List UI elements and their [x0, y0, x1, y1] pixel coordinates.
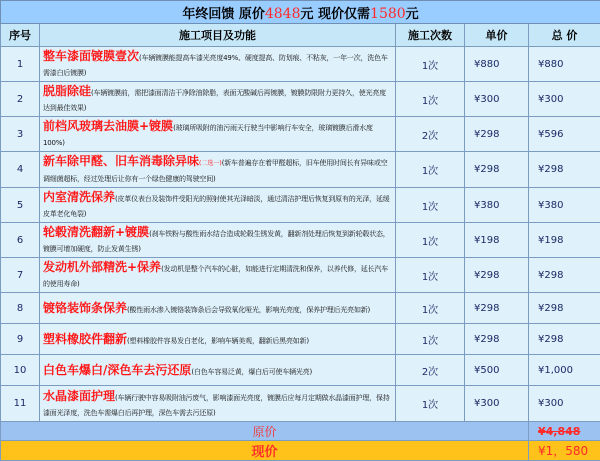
table-row: [1, 152, 600, 188]
row-count: 1次: [396, 223, 465, 258]
row-unit-price: ¥298: [465, 152, 529, 188]
item-name: 前档风玻璃去油膜+镀膜: [43, 119, 173, 133]
row-unit-price: ¥500: [465, 355, 529, 386]
item-name: 水晶漆面护理: [43, 389, 115, 403]
current-price-value: ¥1，580: [529, 441, 600, 461]
row-description: [40, 188, 396, 223]
row-total: ¥298: [529, 258, 600, 293]
row-index: 11: [1, 386, 40, 422]
item-name: 白色车爆白/深色车去污还原: [43, 363, 191, 377]
page-title: [1, 1, 600, 24]
row-description: [40, 355, 396, 386]
original-price-row: [1, 422, 600, 441]
row-unit-price: ¥198: [465, 223, 529, 258]
item-note: (发动机是整个汽车的心脏，如能进行定期清洗和保养，以养代修，延长汽车的使用寿命): [43, 265, 388, 288]
item-name: 脱脂除硅: [43, 84, 91, 98]
row-unit-price: ¥380: [465, 188, 529, 223]
row-description: [40, 258, 396, 293]
table-row: [1, 82, 600, 117]
title-current-price: 1580: [370, 6, 406, 22]
table-body: [1, 47, 600, 422]
header-total: 总 价: [529, 24, 600, 47]
row-count: 1次: [396, 258, 465, 293]
original-price-value: ¥4,848: [529, 422, 600, 441]
row-unit-price: ¥300: [465, 82, 529, 117]
table-row: [1, 117, 600, 152]
row-total: ¥298: [529, 293, 600, 324]
row-total: ¥198: [529, 223, 600, 258]
row-count: 1次: [396, 324, 465, 355]
title-prefix: 年终回馈 原价: [182, 7, 265, 22]
row-count: 1次: [396, 293, 465, 324]
item-note: (车辆镀膜能提高车漆光亮度49%、硬度提高、防划痕、不粘灰，一年一次，洗色车需漆白后镀膜): [43, 54, 388, 77]
row-unit-price: ¥880: [465, 47, 529, 82]
item-name: 轮毂清洗翻新+镀膜: [43, 225, 149, 239]
header-count: 施工次数: [396, 24, 465, 47]
item-note: (新车普遍存在着甲醛超标，旧车使用时间长有异味或空调细菌超标，经过处理后让你有一个绿色健康的驾驶空间): [43, 159, 387, 183]
original-price-label: 原价: [1, 422, 529, 441]
row-unit-price: ¥298: [465, 117, 529, 152]
row-count: 1次: [396, 188, 465, 223]
row-description: [40, 386, 396, 422]
header-unit-price: 单价: [465, 24, 529, 47]
row-unit-price: ¥298: [465, 258, 529, 293]
row-total: ¥298: [529, 324, 600, 355]
title-suffix: 元: [406, 7, 419, 22]
row-unit-price: ¥298: [465, 324, 529, 355]
table-row: [1, 47, 600, 82]
header-row: [1, 24, 600, 47]
row-unit-price: ¥300: [465, 386, 529, 422]
row-count: 1次: [396, 47, 465, 82]
item-note: (酸性雨水渗入镀铬装饰条后会导致氧化哑光，影响光亮度，保养护理后光亮如新): [127, 306, 370, 314]
row-description: [40, 117, 396, 152]
table-row: [1, 258, 600, 293]
row-index: 10: [1, 355, 40, 386]
row-count: 2次: [396, 117, 465, 152]
item-note: (塑料橡胶件容易发白老化，影响车辆美观，翻新后黑亮如新): [127, 337, 309, 345]
row-index: 3: [1, 117, 40, 152]
item-note: (车辆行驶中容易吸附油污废气，影响漆面光亮度，镀膜后应每月定期做水晶漆面护理，保持漆面光泽度，洗色车需爆白后再护理，深色车需去污还原): [43, 394, 390, 417]
row-description: [40, 82, 396, 117]
row-total: ¥596: [529, 117, 600, 152]
row-index: 4: [1, 152, 40, 188]
table-row: [1, 324, 600, 355]
current-price-label: 现价: [1, 441, 529, 461]
header-index: 序号: [1, 24, 40, 47]
row-index: 1: [1, 47, 40, 82]
item-note: (车辆镀膜前，需把漆面清洁干净除油除脂，表面无酸碱后再镀膜，镀膜防限附力更持久，使光亮度达到最佳效果): [43, 89, 386, 112]
row-index: 8: [1, 293, 40, 324]
title-row: [1, 1, 600, 24]
item-note: (白色车容易泛黄，爆白后可使车辆光亮): [191, 368, 312, 376]
row-description: [40, 223, 396, 258]
item-sub: (二选一): [199, 160, 222, 167]
item-name: 内室清洗保养: [43, 190, 115, 204]
table-row: [1, 188, 600, 223]
item-name: 发动机外部精洗+保养: [43, 260, 161, 274]
row-total: ¥880: [529, 47, 600, 82]
item-note: (玻璃所吸附的油污雨天行驶当中影响行车安全，玻璃镀膜后滑水度100%): [43, 124, 373, 147]
item-name: 塑料橡胶件翻新: [43, 332, 127, 346]
table-row: [1, 386, 600, 422]
row-description: [40, 324, 396, 355]
row-total: ¥300: [529, 386, 600, 422]
row-count: 1次: [396, 386, 465, 422]
row-total: ¥380: [529, 188, 600, 223]
table-row: [1, 293, 600, 324]
row-index: 6: [1, 223, 40, 258]
row-count: 1次: [396, 152, 465, 188]
table-row: [1, 223, 600, 258]
row-unit-price: ¥298: [465, 293, 529, 324]
item-name: 整车漆面镀膜壹次: [43, 49, 139, 63]
item-name: 新车除甲醛、旧车消毒除异味: [43, 154, 199, 168]
row-total: ¥298: [529, 152, 600, 188]
row-index: 9: [1, 324, 40, 355]
current-price-row: [1, 441, 600, 461]
table-row: [1, 355, 600, 386]
row-index: 7: [1, 258, 40, 293]
row-total: ¥300: [529, 82, 600, 117]
row-count: 2次: [396, 355, 465, 386]
item-name: 镀铬装饰条保养: [43, 301, 127, 315]
row-description: [40, 293, 396, 324]
row-description: [40, 47, 396, 82]
title-original-price: 4848: [265, 6, 301, 22]
row-description: [40, 152, 396, 188]
row-count: 1次: [396, 82, 465, 117]
row-index: 5: [1, 188, 40, 223]
header-item: 施工项目及功能: [40, 24, 396, 47]
row-total: ¥1,000: [529, 355, 600, 386]
item-note: (皮革仪表台及装饰件受阳光的照射使其光泽暗淡，通过清洁护理后恢复到原有的光泽，延缓皮革老化龟裂): [43, 195, 390, 218]
item-note: (刹车铁粉与酸性雨水结合造成轮毂生锈发黄，翻新剂处理后恢复到新轮毂状态，镀膜可增加硬度，防止发黄生锈): [43, 230, 390, 253]
row-index: 2: [1, 82, 40, 117]
title-middle: 元 现价仅需: [301, 7, 371, 22]
